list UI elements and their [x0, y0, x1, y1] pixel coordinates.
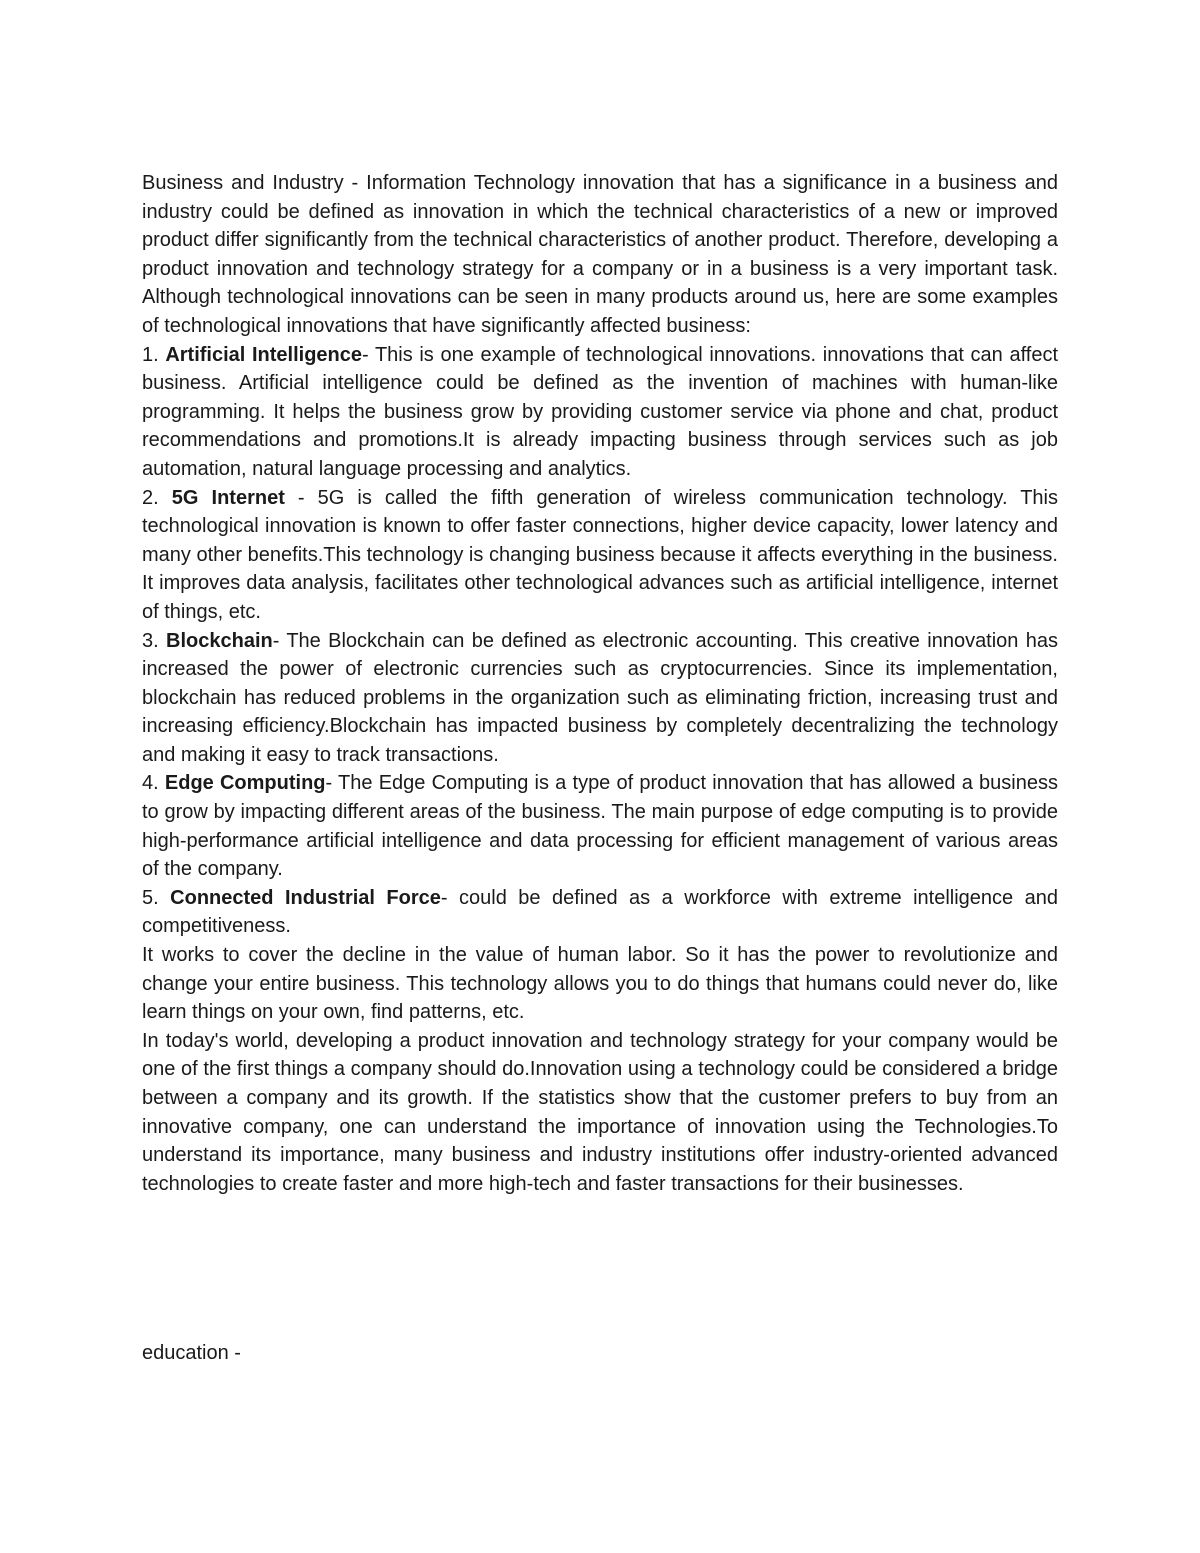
item-term: Artificial Intelligence	[165, 343, 363, 366]
item-term: Edge Computing	[164, 772, 326, 795]
conclusion-paragraph: In today's world, developing a product innovation and technology strategy for your company would be one of the first things a company should do.Innovation using a technology could be considered a bridge between a company and its growth. If the statistics show that the customer prefers to buy from an innovative company, one can understand the importance of innovation using the Technologies.To understand its importance, many business and industry institutions offer industry-oriented advanced technologies to create faster and more high-tech and faster transactions for their businesses.	[142, 1029, 1058, 1195]
item-term: Connected Industrial Force	[170, 886, 441, 909]
item-text: - This is one example of technological innovations. innovations that can affect business. Artificial intelligence could be defined as the invention of machines with human-like programming. It helps the business grow by providing customer service via phone and chat, product recommendations and promotions.It is already impacting business through services such as job automation, natural language processing and analytics.	[142, 343, 1058, 480]
list-item-blockchain	[142, 627, 1058, 770]
item-number: 1.	[142, 343, 159, 366]
item-text: - 5G is called the fifth generation of wireless communication technology. This technological innovation is known to offer faster connections, higher device capacity, lower latency and many other benefits.This technology is changing business because it affects everything in the business. It improves data analysis, facilitates other technological advances such as artificial intelligence, internet of things, etc.	[142, 486, 1058, 623]
item-number: 4.	[142, 772, 159, 795]
item-term: Blockchain	[166, 629, 273, 652]
list-item-ai	[142, 341, 1058, 484]
item-text: - could be defined as a workforce with extreme intelligence and competitiveness.	[142, 886, 1058, 938]
item-number: 3.	[142, 629, 159, 652]
labor-paragraph: It works to cover the decline in the value of human labor. So it has the power to revolutionize and change your entire business. This technology allows you to do things that humans could never do, like learn things on your own, find patterns, etc.	[142, 944, 1058, 1024]
item-term: 5G Internet	[171, 486, 285, 509]
education-heading: education -	[142, 1342, 241, 1364]
list-item-5g	[142, 484, 1058, 627]
item-number: 5.	[142, 886, 159, 909]
item-text: - The Edge Computing is a type of product innovation that has allowed a business to grow by impacting different areas of the business. The main purpose of edge computing is to provide high-performance artificial intelligence and data processing for efficient management of various areas of the company.	[142, 772, 1058, 881]
list-item-edge-computing	[142, 769, 1058, 883]
item-text: - The Blockchain can be defined as electronic accounting. This creative innovation has increased the power of electronic currencies such as cryptocurrencies. Since its implementation, blockchain has reduced problems in the organization such as eliminating friction, increasing trust and increasing efficiency.Blockchain has impacted business by completely decentralizing the technology and making it easy to track transactions.	[142, 629, 1058, 766]
intro-paragraph: Business and Industry - Information Technology innovation that has a significance in a business and industry could be defined as innovation in which the technical characteristics of a new or improved product differ significantly from the technical characteristics of another product. Therefore, developing a product innovation and technology strategy for a company or in a business is a very important task. Although technological innovations can be seen in many products around us, here are some examples of technological innovations that have significantly affected business:	[142, 172, 1058, 337]
list-item-connected-industrial-force	[142, 884, 1058, 941]
document-body	[142, 169, 1058, 1198]
item-number: 2.	[142, 486, 159, 509]
